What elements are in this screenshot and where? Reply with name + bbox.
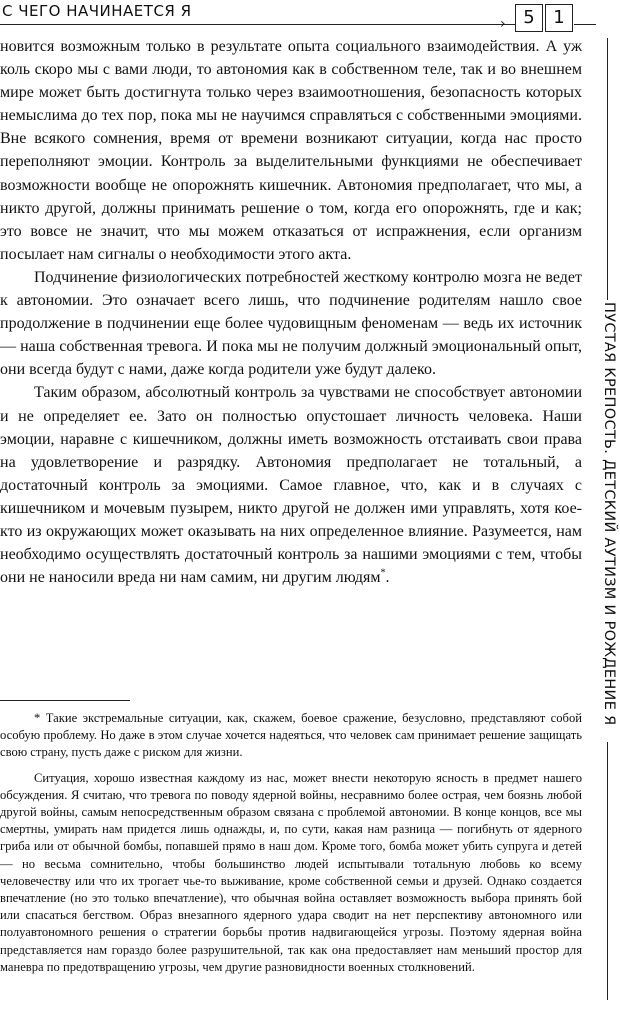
footnote: * Такие экстремальные ситуации, как, скажем, боевое сражение, безусловно, представляют собой особую проблему. Но даже в этом случае хочется надеяться, что человек сам принимает решение защищать свою страну, пусть даже с риском для жизни. [0,711,582,760]
page-header [0,0,620,40]
header-rule [0,24,515,25]
footnote: Ситуация, хорошо известная каждому из нас, может внести некоторую ясность в предмет нашего обсуждения. Я считаю, что тревога по поводу ядерной войны, несравнимо более острая, чем боязнь любой другой войны, самым непосредственным образом связана с проблемой автономии. В конце концов, все мы смертны, умирать нам придется лишь однажды, и, по сути, какая нам разница — погибнуть от ядерного гриба или от обычной бомбы, попавшей прямо в наш дом. Кроме того, бомба может убить супруга и детей — но весьма сомнительно, чтобы большинство людей испытывали тотальную любовь ко всему человечеству или что их трогает чье-то выживание, кроме собственной семьи и друзей. Однако создается впечатление (но это только впечатление), что обычная война оставляет возможность выбора принять бой или спасаться бегством. Образ внезапного ядерного удара сводит на нет перспективу автономного или полуавтономного решения о стратегии борьбы против надвигающейся угрозы. Поэтому ядерная война представляется нам гораздо более разрушительной, так как она предоставляет нам меньший простор для маневра по предотвращению угрозы, чем другие разновидности военных столкновений. [0,770,582,974]
footnotes [0,710,582,976]
page-number-digit: 1 [545,4,573,32]
side-running-title [592,302,620,742]
side-title-text: ПУСТАЯ КРЕПОСТЬ. ДЕТСКИЙ АУТИЗМ И РОЖДЕНИЕ Я [601,302,617,726]
paragraph-text: Таким образом, абсолютный контроль за чувствами не способствует автономии и не определяет ее. Зато он полностью опустошает личность человека. Наши эмоции, наравне с кишечником, должны иметь возможность отстаивать свои права на удовлетворение и разрядку. Автономия предполагает не тотальный, а достаточный контроль за эмоциями. Самое главное, что, как и в случаях с кишечником и мочевым пузырем, никто другой не должен ими управлять, хотя кое-кто из окружающих может оказывать на них определенное влияние. Разумеется, нам необходимо осуществлять достаточный контроль за нашими эмоциями с тем, чтобы они не наносили вреда ни нам самим, ни другим людям [0,384,582,587]
footnote-rule [0,700,130,701]
header-arrow-icon: › [500,16,506,32]
paragraph: новится возможным только в результате опыта социального взаимодействия. А уж коль скоро мы с вами люди, то автономия как в собственном теле, так и во внешнем мире может быть достигнута только через взаимоотношения, безопасность которых немыслима до тех пор, пока мы не научимся справляться с собственными эмоциями. Вне всякого сомнения, время от времени возникают ситуации, когда нас просто переполняют эмоции. Контроль за выделительными функциями не обеспечивает возможности вообще не опорожнять кишечник. Автономия предполагает, что мы, а никто другой, должны принимать решение о том, когда его опорожнять, где и как; это вовсе не значит, что мы можем отказаться от испражнения, если организм посылает нам сигналы о необходимости этого акта. [0,38,582,263]
running-title: С ЧЕГО НАЧИНАЕТСЯ Я [2,2,192,20]
paragraph: Подчинение физиологических потребностей жесткому контролю мозга не ведет к автономии. Это означает всего лишь, что подчинение родителям нашло свое продолжение в подчинении еще более чудовищным феноменам — ведь их источник — наша собственная тревога. И пока мы не получим должный эмоциональный опыт, они всегда будут с нами, даже когда родители уже будут далеко. [0,268,582,379]
side-rule [607,742,608,1000]
page-number-digit: 5 [515,4,543,32]
side-rule [607,38,608,300]
header-rule-tail [574,24,596,25]
paragraph: Таким образом, абсолютный контроль за чувствами не способствует автономии и не определяет ее. Зато он полностью опустошает личность человека. Наши эмоции, наравне с кишечником, должны иметь возможность отстаивать свои права на удовлетворение и разрядку. Автономия предполагает не тотальный, а достаточный контроль за эмоциями. Самое главное, что, как и в случаях с кишечником и мочевым пузырем, никто другой не должен ими управлять, хотя кое-кто из окружающих может оказывать на них определенное влияние. Разумеется, нам необходимо осуществлять достаточный контроль за нашими эмоциями с тем, чтобы они не наносили вреда ни нам самим, ни другим людям*. [0,384,582,587]
footnote-marker: * [380,567,386,579]
body-text [0,35,582,589]
